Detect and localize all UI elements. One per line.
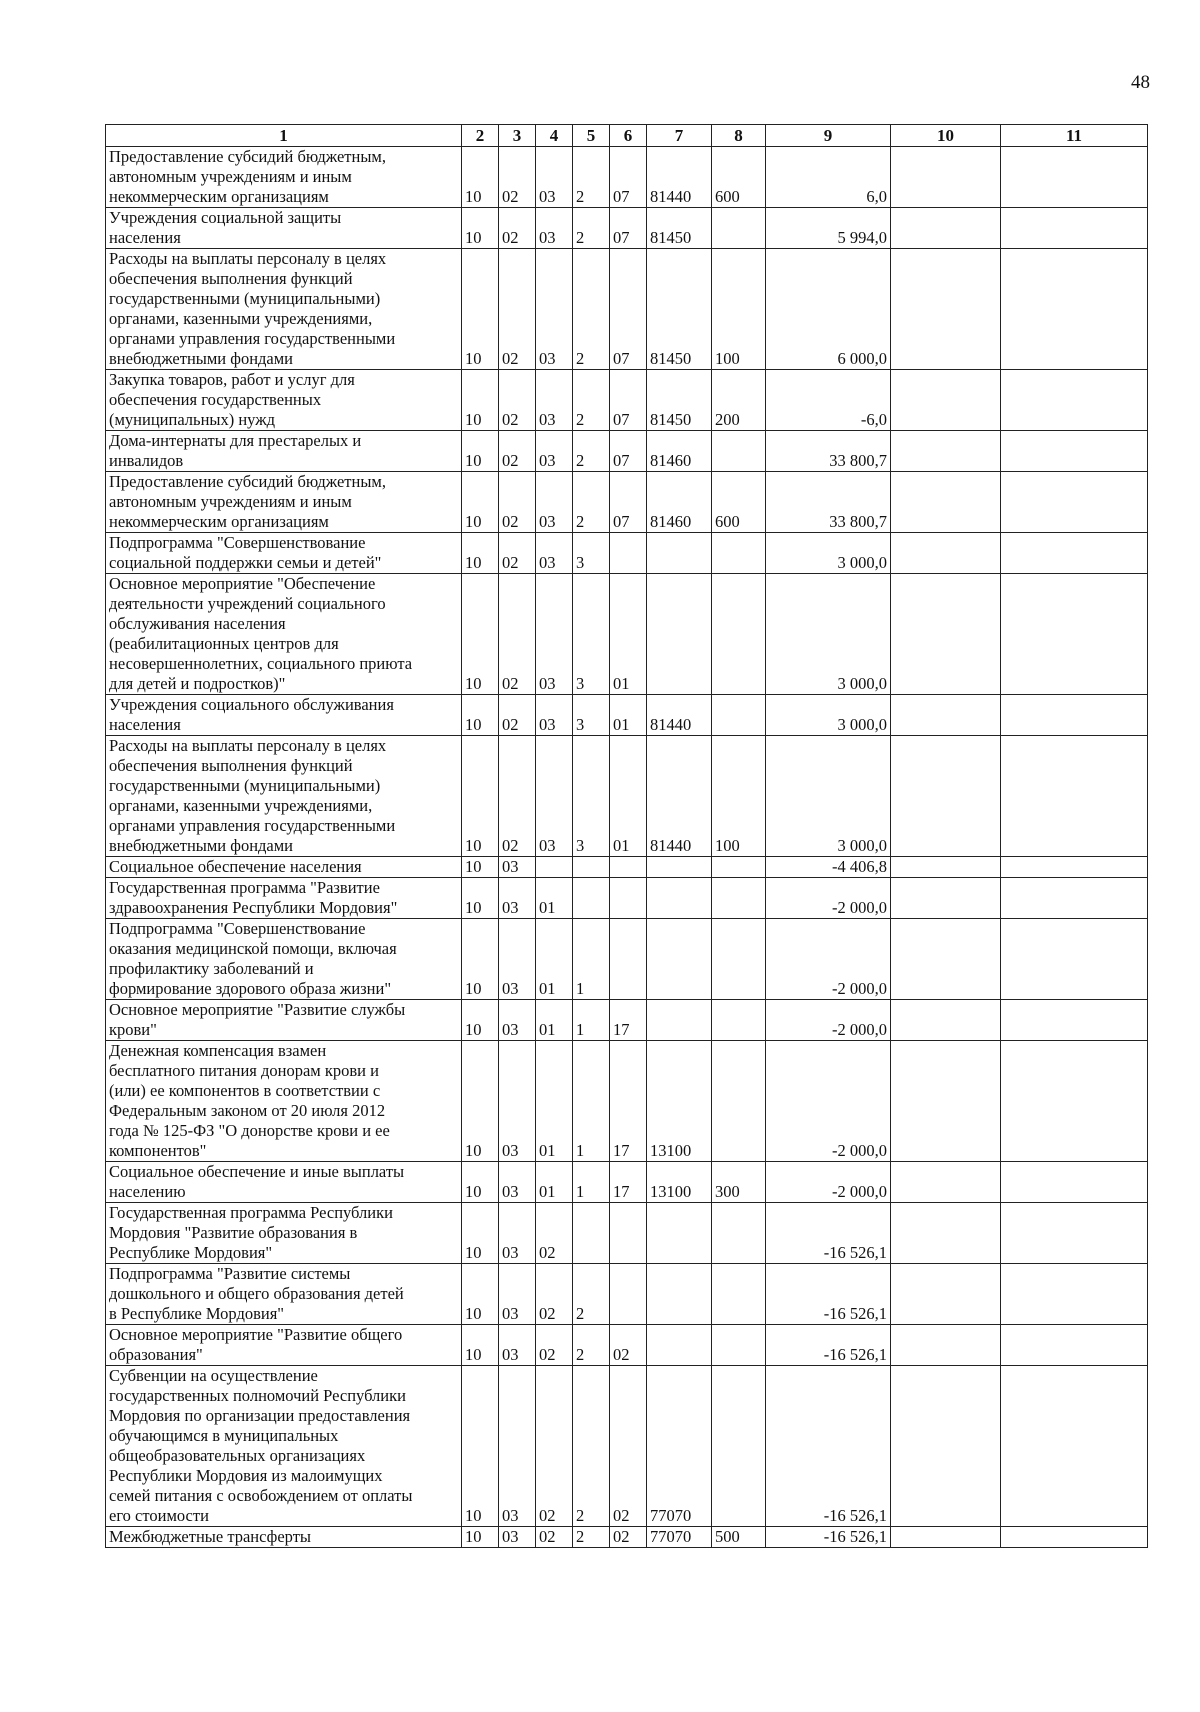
cell-subprogram: 3 xyxy=(573,736,610,857)
cell-measure xyxy=(610,919,647,1000)
cell-amount: -2 000,0 xyxy=(766,919,891,1000)
cell-measure xyxy=(610,1264,647,1325)
cell-section: 10 xyxy=(462,1203,499,1264)
cell-expense-type xyxy=(712,574,766,695)
cell-col11 xyxy=(1001,1325,1148,1366)
row-name: Расходы на выплаты персоналу в целях обеспечения выполнения функций государственными (муниципальными) органами, казенными учреждениями, органами управления государственными внебюджетными фондами xyxy=(106,736,462,857)
cell-subprogram: 3 xyxy=(573,533,610,574)
cell-expense-type xyxy=(712,919,766,1000)
cell-col11 xyxy=(1001,533,1148,574)
cell-measure: 07 xyxy=(610,472,647,533)
row-name: Закупка товаров, работ и услуг для обеспечения государственных (муниципальных) нужд xyxy=(106,370,462,431)
cell-subprogram: 2 xyxy=(573,1527,610,1548)
cell-program: 03 xyxy=(536,472,573,533)
cell-col10 xyxy=(891,370,1001,431)
column-header-4: 4 xyxy=(536,125,573,147)
cell-col11 xyxy=(1001,1527,1148,1548)
column-header-11: 11 xyxy=(1001,125,1148,147)
cell-subprogram: 2 xyxy=(573,1366,610,1527)
table-row xyxy=(106,919,1148,1000)
table-row xyxy=(106,1527,1148,1548)
table-row xyxy=(106,472,1148,533)
cell-measure xyxy=(610,857,647,878)
cell-measure xyxy=(610,1203,647,1264)
cell-expense-type: 600 xyxy=(712,147,766,208)
cell-direction xyxy=(647,1203,712,1264)
cell-expense-type: 100 xyxy=(712,249,766,370)
row-name: Предоставление субсидий бюджетным, автономным учреждениям и иным некоммерческим организациям xyxy=(106,472,462,533)
cell-direction: 81440 xyxy=(647,736,712,857)
column-header-1: 1 xyxy=(106,125,462,147)
cell-section: 10 xyxy=(462,431,499,472)
cell-direction: 81450 xyxy=(647,249,712,370)
cell-direction xyxy=(647,574,712,695)
table-row xyxy=(106,1162,1148,1203)
cell-program: 03 xyxy=(536,370,573,431)
cell-col10 xyxy=(891,472,1001,533)
cell-program: 03 xyxy=(536,147,573,208)
cell-subprogram: 2 xyxy=(573,370,610,431)
column-header-5: 5 xyxy=(573,125,610,147)
cell-col11 xyxy=(1001,574,1148,695)
cell-expense-type xyxy=(712,1325,766,1366)
row-name: Подпрограмма "Совершенствование социальной поддержки семьи и детей" xyxy=(106,533,462,574)
cell-col10 xyxy=(891,1325,1001,1366)
cell-measure: 01 xyxy=(610,695,647,736)
cell-col11 xyxy=(1001,1203,1148,1264)
cell-section: 10 xyxy=(462,1527,499,1548)
table-row xyxy=(106,1264,1148,1325)
cell-direction xyxy=(647,533,712,574)
table-row xyxy=(106,1366,1148,1527)
cell-expense-type: 300 xyxy=(712,1162,766,1203)
cell-subsection: 03 xyxy=(499,1203,536,1264)
cell-section: 10 xyxy=(462,249,499,370)
table-row xyxy=(106,695,1148,736)
cell-section: 10 xyxy=(462,1264,499,1325)
row-name: Учреждения социального обслуживания населения xyxy=(106,695,462,736)
table-row xyxy=(106,431,1148,472)
table-row xyxy=(106,370,1148,431)
cell-subprogram: 1 xyxy=(573,1000,610,1041)
cell-expense-type xyxy=(712,695,766,736)
cell-section: 10 xyxy=(462,878,499,919)
column-header-10: 10 xyxy=(891,125,1001,147)
cell-direction: 81460 xyxy=(647,472,712,533)
cell-col10 xyxy=(891,1203,1001,1264)
cell-amount: -2 000,0 xyxy=(766,1041,891,1162)
cell-amount: -2 000,0 xyxy=(766,1162,891,1203)
cell-program: 03 xyxy=(536,431,573,472)
cell-subsection: 02 xyxy=(499,533,536,574)
cell-program: 02 xyxy=(536,1325,573,1366)
table-row xyxy=(106,574,1148,695)
cell-amount: 5 994,0 xyxy=(766,208,891,249)
cell-direction: 81450 xyxy=(647,208,712,249)
cell-amount: 33 800,7 xyxy=(766,472,891,533)
cell-subsection: 03 xyxy=(499,1264,536,1325)
cell-amount: -16 526,1 xyxy=(766,1366,891,1527)
row-name: Расходы на выплаты персоналу в целях обеспечения выполнения функций государственными (муниципальными) органами, казенными учреждениями, органами управления государственными внебюджетными фондами xyxy=(106,249,462,370)
cell-col11 xyxy=(1001,208,1148,249)
cell-subprogram: 2 xyxy=(573,431,610,472)
cell-col11 xyxy=(1001,249,1148,370)
cell-measure: 17 xyxy=(610,1162,647,1203)
row-name: Государственная программа "Развитие здравоохранения Республики Мордовия" xyxy=(106,878,462,919)
cell-amount: -2 000,0 xyxy=(766,878,891,919)
row-name: Межбюджетные трансферты xyxy=(106,1527,462,1548)
cell-direction: 81460 xyxy=(647,431,712,472)
row-name: Субвенции на осуществление государственных полномочий Республики Мордовия по организации предоставления обучающимся в муниципальных общеобразовательных организациях Республики Мордовия из малоимущих семей питания с освобождением от оплаты его стоимости xyxy=(106,1366,462,1527)
row-name: Учреждения социальной защиты населения xyxy=(106,208,462,249)
cell-col11 xyxy=(1001,695,1148,736)
cell-section: 10 xyxy=(462,1325,499,1366)
cell-subsection: 02 xyxy=(499,370,536,431)
cell-measure: 07 xyxy=(610,249,647,370)
table-row xyxy=(106,533,1148,574)
cell-program: 02 xyxy=(536,1203,573,1264)
cell-amount: 6,0 xyxy=(766,147,891,208)
cell-subprogram: 2 xyxy=(573,208,610,249)
cell-section: 10 xyxy=(462,533,499,574)
row-name: Основное мероприятие "Развитие общего образования" xyxy=(106,1325,462,1366)
row-name: Денежная компенсация взамен бесплатного питания донорам крови и (или) ее компонентов в соответствии с Федеральным законом от 20 июля 2012 года № 125-ФЗ "О донорстве крови и ее компонентов" xyxy=(106,1041,462,1162)
cell-subprogram xyxy=(573,1203,610,1264)
table-row xyxy=(106,1041,1148,1162)
cell-program: 03 xyxy=(536,574,573,695)
cell-expense-type xyxy=(712,1264,766,1325)
cell-expense-type xyxy=(712,857,766,878)
cell-section: 10 xyxy=(462,147,499,208)
cell-subprogram: 3 xyxy=(573,574,610,695)
cell-direction: 81450 xyxy=(647,370,712,431)
cell-program: 03 xyxy=(536,533,573,574)
cell-col10 xyxy=(891,1000,1001,1041)
cell-subsection: 03 xyxy=(499,919,536,1000)
cell-col10 xyxy=(891,736,1001,857)
cell-program: 03 xyxy=(536,249,573,370)
cell-col10 xyxy=(891,1527,1001,1548)
cell-subsection: 02 xyxy=(499,736,536,857)
cell-subsection: 02 xyxy=(499,695,536,736)
cell-program xyxy=(536,857,573,878)
cell-amount: 3 000,0 xyxy=(766,533,891,574)
cell-section: 10 xyxy=(462,1366,499,1527)
cell-subsection: 03 xyxy=(499,1041,536,1162)
cell-section: 10 xyxy=(462,1041,499,1162)
cell-col10 xyxy=(891,695,1001,736)
row-name: Социальное обеспечение и иные выплаты населению xyxy=(106,1162,462,1203)
cell-subsection: 03 xyxy=(499,1000,536,1041)
cell-col10 xyxy=(891,1366,1001,1527)
cell-measure: 02 xyxy=(610,1527,647,1548)
cell-section: 10 xyxy=(462,857,499,878)
table-row xyxy=(106,736,1148,857)
cell-subsection: 03 xyxy=(499,1366,536,1527)
cell-col11 xyxy=(1001,1366,1148,1527)
cell-col10 xyxy=(891,919,1001,1000)
cell-direction xyxy=(647,1000,712,1041)
row-name: Государственная программа Республики Мордовия "Развитие образования в Республике Мордовия" xyxy=(106,1203,462,1264)
row-name: Подпрограмма "Совершенствование оказания медицинской помощи, включая профилактику заболеваний и формирование здорового образа жизни" xyxy=(106,919,462,1000)
cell-expense-type: 100 xyxy=(712,736,766,857)
table-row xyxy=(106,1325,1148,1366)
cell-amount: -4 406,8 xyxy=(766,857,891,878)
cell-measure: 02 xyxy=(610,1325,647,1366)
cell-col11 xyxy=(1001,1264,1148,1325)
cell-amount: 3 000,0 xyxy=(766,695,891,736)
cell-section: 10 xyxy=(462,695,499,736)
cell-col10 xyxy=(891,878,1001,919)
cell-expense-type: 500 xyxy=(712,1527,766,1548)
cell-expense-type xyxy=(712,1203,766,1264)
column-header-6: 6 xyxy=(610,125,647,147)
cell-col11 xyxy=(1001,431,1148,472)
cell-section: 10 xyxy=(462,736,499,857)
budget-table xyxy=(105,124,1148,1548)
cell-subsection: 02 xyxy=(499,574,536,695)
cell-measure: 01 xyxy=(610,574,647,695)
cell-amount: 3 000,0 xyxy=(766,574,891,695)
cell-program: 01 xyxy=(536,878,573,919)
cell-amount: -2 000,0 xyxy=(766,1000,891,1041)
table-body xyxy=(106,147,1148,1548)
cell-program: 01 xyxy=(536,1041,573,1162)
cell-col11 xyxy=(1001,878,1148,919)
cell-col10 xyxy=(891,1264,1001,1325)
cell-subprogram: 3 xyxy=(573,695,610,736)
cell-col11 xyxy=(1001,736,1148,857)
column-header-2: 2 xyxy=(462,125,499,147)
cell-measure: 07 xyxy=(610,431,647,472)
cell-measure: 01 xyxy=(610,736,647,857)
row-name: Предоставление субсидий бюджетным, автономным учреждениям и иным некоммерческим организациям xyxy=(106,147,462,208)
cell-col11 xyxy=(1001,1000,1148,1041)
table-row xyxy=(106,147,1148,208)
cell-amount: -16 526,1 xyxy=(766,1325,891,1366)
cell-col11 xyxy=(1001,147,1148,208)
cell-section: 10 xyxy=(462,919,499,1000)
cell-expense-type xyxy=(712,431,766,472)
row-name: Социальное обеспечение населения xyxy=(106,857,462,878)
cell-subprogram: 1 xyxy=(573,1162,610,1203)
page-number: 48 xyxy=(1131,72,1150,93)
cell-expense-type xyxy=(712,208,766,249)
cell-program: 01 xyxy=(536,1162,573,1203)
cell-expense-type xyxy=(712,1041,766,1162)
table-row xyxy=(106,249,1148,370)
cell-subprogram xyxy=(573,857,610,878)
cell-direction: 13100 xyxy=(647,1041,712,1162)
cell-section: 10 xyxy=(462,370,499,431)
cell-expense-type xyxy=(712,1000,766,1041)
table-row xyxy=(106,857,1148,878)
cell-expense-type: 600 xyxy=(712,472,766,533)
cell-col10 xyxy=(891,857,1001,878)
cell-col10 xyxy=(891,208,1001,249)
cell-subsection: 03 xyxy=(499,1527,536,1548)
cell-subsection: 03 xyxy=(499,878,536,919)
cell-expense-type: 200 xyxy=(712,370,766,431)
cell-col10 xyxy=(891,533,1001,574)
cell-col11 xyxy=(1001,857,1148,878)
cell-measure xyxy=(610,878,647,919)
cell-subprogram: 2 xyxy=(573,1325,610,1366)
cell-amount: -16 526,1 xyxy=(766,1264,891,1325)
row-name: Основное мероприятие "Обеспечение деятельности учреждений социального обслуживания населения (реабилитационных центров для несовершеннолетних, социального приюта для детей и подростков)" xyxy=(106,574,462,695)
cell-subsection: 03 xyxy=(499,857,536,878)
cell-section: 10 xyxy=(462,472,499,533)
cell-direction xyxy=(647,919,712,1000)
cell-col11 xyxy=(1001,1162,1148,1203)
column-header-8: 8 xyxy=(712,125,766,147)
column-header-3: 3 xyxy=(499,125,536,147)
cell-direction xyxy=(647,857,712,878)
cell-measure xyxy=(610,533,647,574)
cell-direction xyxy=(647,878,712,919)
table-row xyxy=(106,1000,1148,1041)
cell-direction: 81440 xyxy=(647,147,712,208)
cell-amount: -16 526,1 xyxy=(766,1527,891,1548)
cell-direction: 13100 xyxy=(647,1162,712,1203)
cell-program: 03 xyxy=(536,208,573,249)
row-name: Основное мероприятие "Развитие службы крови" xyxy=(106,1000,462,1041)
cell-subsection: 02 xyxy=(499,249,536,370)
cell-expense-type xyxy=(712,1366,766,1527)
cell-subprogram: 1 xyxy=(573,919,610,1000)
cell-col10 xyxy=(891,1041,1001,1162)
cell-measure: 07 xyxy=(610,147,647,208)
cell-col10 xyxy=(891,431,1001,472)
cell-col10 xyxy=(891,574,1001,695)
cell-program: 03 xyxy=(536,695,573,736)
column-header-9: 9 xyxy=(766,125,891,147)
cell-program: 01 xyxy=(536,919,573,1000)
cell-col11 xyxy=(1001,1041,1148,1162)
cell-measure: 07 xyxy=(610,208,647,249)
cell-program: 02 xyxy=(536,1264,573,1325)
cell-col10 xyxy=(891,1162,1001,1203)
cell-direction xyxy=(647,1264,712,1325)
cell-amount: 6 000,0 xyxy=(766,249,891,370)
cell-subprogram: 2 xyxy=(573,1264,610,1325)
cell-section: 10 xyxy=(462,574,499,695)
cell-expense-type xyxy=(712,878,766,919)
cell-measure: 02 xyxy=(610,1366,647,1527)
table-row xyxy=(106,208,1148,249)
cell-direction: 77070 xyxy=(647,1366,712,1527)
cell-col10 xyxy=(891,249,1001,370)
cell-subsection: 02 xyxy=(499,472,536,533)
cell-subprogram: 2 xyxy=(573,147,610,208)
cell-program: 03 xyxy=(536,736,573,857)
cell-direction: 81440 xyxy=(647,695,712,736)
cell-amount: 33 800,7 xyxy=(766,431,891,472)
cell-measure: 17 xyxy=(610,1000,647,1041)
row-name: Подпрограмма "Развитие системы дошкольного и общего образования детей в Республике Мордовия" xyxy=(106,1264,462,1325)
column-header-7: 7 xyxy=(647,125,712,147)
cell-section: 10 xyxy=(462,1162,499,1203)
cell-col11 xyxy=(1001,472,1148,533)
cell-amount: -6,0 xyxy=(766,370,891,431)
cell-measure: 17 xyxy=(610,1041,647,1162)
cell-subprogram xyxy=(573,878,610,919)
table-header-row xyxy=(106,125,1148,147)
cell-col11 xyxy=(1001,370,1148,431)
cell-col11 xyxy=(1001,919,1148,1000)
table-row xyxy=(106,878,1148,919)
cell-amount: 3 000,0 xyxy=(766,736,891,857)
cell-subprogram: 1 xyxy=(573,1041,610,1162)
cell-measure: 07 xyxy=(610,370,647,431)
cell-program: 01 xyxy=(536,1000,573,1041)
cell-direction: 77070 xyxy=(647,1527,712,1548)
cell-subsection: 03 xyxy=(499,1162,536,1203)
cell-col10 xyxy=(891,147,1001,208)
cell-direction xyxy=(647,1325,712,1366)
cell-program: 02 xyxy=(536,1366,573,1527)
cell-section: 10 xyxy=(462,208,499,249)
table-row xyxy=(106,1203,1148,1264)
cell-amount: -16 526,1 xyxy=(766,1203,891,1264)
cell-subsection: 02 xyxy=(499,431,536,472)
cell-subprogram: 2 xyxy=(573,472,610,533)
row-name: Дома-интернаты для престарелых и инвалидов xyxy=(106,431,462,472)
cell-expense-type xyxy=(712,533,766,574)
cell-program: 02 xyxy=(536,1527,573,1548)
cell-subsection: 02 xyxy=(499,147,536,208)
cell-section: 10 xyxy=(462,1000,499,1041)
cell-subsection: 03 xyxy=(499,1325,536,1366)
cell-subprogram: 2 xyxy=(573,249,610,370)
cell-subsection: 02 xyxy=(499,208,536,249)
